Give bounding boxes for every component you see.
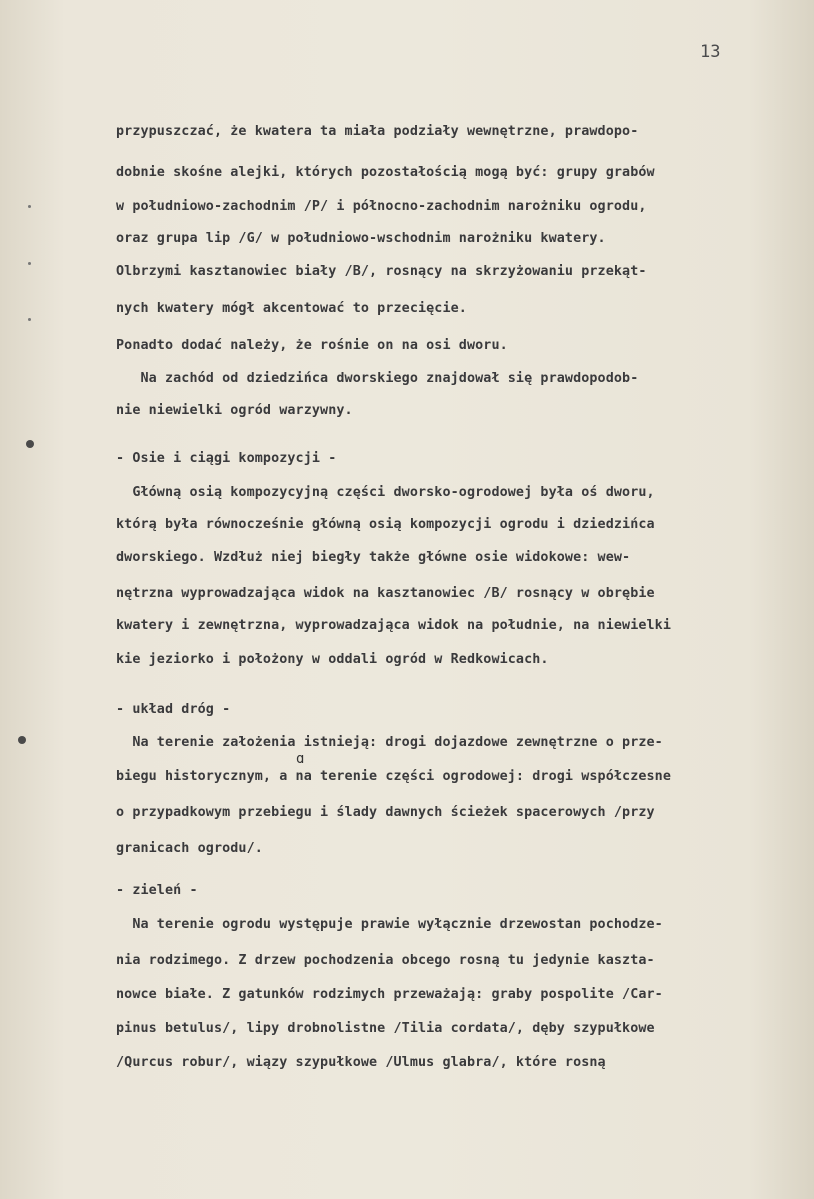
text-line: /Qurcus robur/, wiązy szypułkowe /Ulmus glabra/, które rosną xyxy=(116,1055,606,1070)
text-line: Na terenie ogrodu występuje prawie wyłącznie drzewostan pochodze- xyxy=(116,917,663,932)
text-line: nych kwatery mógł akcentować to przecięcie. xyxy=(116,301,467,316)
binder-hole xyxy=(18,736,26,744)
margin-dot xyxy=(28,205,31,208)
text-line: dobnie skośne alejki, których pozostałością mogą być: grupy grabów xyxy=(116,165,655,180)
binder-hole xyxy=(26,440,34,448)
text-line: Ponadto dodać należy, że rośnie on na osi dworu. xyxy=(116,338,508,353)
text-line: kie jeziorko i położony w oddali ogród w Redkowicach. xyxy=(116,652,549,667)
text-line: przypuszczać, że kwatera ta miała podziały wewnętrzne, prawdopo- xyxy=(116,124,639,139)
page-number: 13 xyxy=(700,42,721,62)
text-line: którą była równocześnie główną osią kompozycji ogrodu i dziedzińca xyxy=(116,517,655,532)
text-line: dworskiego. Wzdłuż niej biegły także główne osie widokowe: wew- xyxy=(116,550,631,565)
handwritten-correction-mark: ɑ xyxy=(296,751,305,767)
text-line: w południowo-zachodnim /P/ i północno-zachodnim narożniku ogrodu, xyxy=(116,199,647,214)
text-line: Główną osią kompozycyjną części dworsko-ogrodowej była oś dworu, xyxy=(116,485,655,500)
text-line: granicach ogrodu/. xyxy=(116,841,263,856)
text-line: kwatery i zewnętrzna, wyprowadzająca widok na południe, na niewielki xyxy=(116,618,672,633)
margin-dot xyxy=(28,318,31,321)
text-line: Na terenie założenia istnieją: drogi dojazdowe zewnętrzne o prze- xyxy=(116,735,663,750)
section-heading: - Osie i ciągi kompozycji - xyxy=(116,451,337,466)
text-line: nętrzna wyprowadzająca widok na kasztanowiec /B/ rosnący w obrębie xyxy=(116,586,655,601)
text-line: nowce białe. Z gatunków rodzimych przeważają: graby pospolite /Car- xyxy=(116,987,663,1002)
text-line: pinus betulus/, lipy drobnolistne /Tilia cordata/, dęby szypułkowe xyxy=(116,1021,655,1036)
section-heading: - układ dróg - xyxy=(116,702,231,717)
text-line: Olbrzymi kasztanowiec biały /B/, rosnący na skrzyżowaniu przekąt- xyxy=(116,264,647,279)
text-line: nie niewielki ogród warzywny. xyxy=(116,403,353,418)
text-line: nia rodzimego. Z drzew pochodzenia obcego rosną tu jedynie kaszta- xyxy=(116,953,655,968)
text-line: Na zachód od dziedzińca dworskiego znajdował się prawdopodob- xyxy=(116,371,639,386)
text-line: o przypadkowym przebiegu i ślady dawnych ścieżek spacerowych /przy xyxy=(116,805,655,820)
text-line: biegu historycznym, a na terenie części ogrodowej: drogi współczesne xyxy=(116,769,672,784)
margin-dot xyxy=(28,262,31,265)
text-line: oraz grupa lip /G/ w południowo-wschodnim narożniku kwatery. xyxy=(116,231,606,246)
section-heading: - zieleń - xyxy=(116,883,198,898)
